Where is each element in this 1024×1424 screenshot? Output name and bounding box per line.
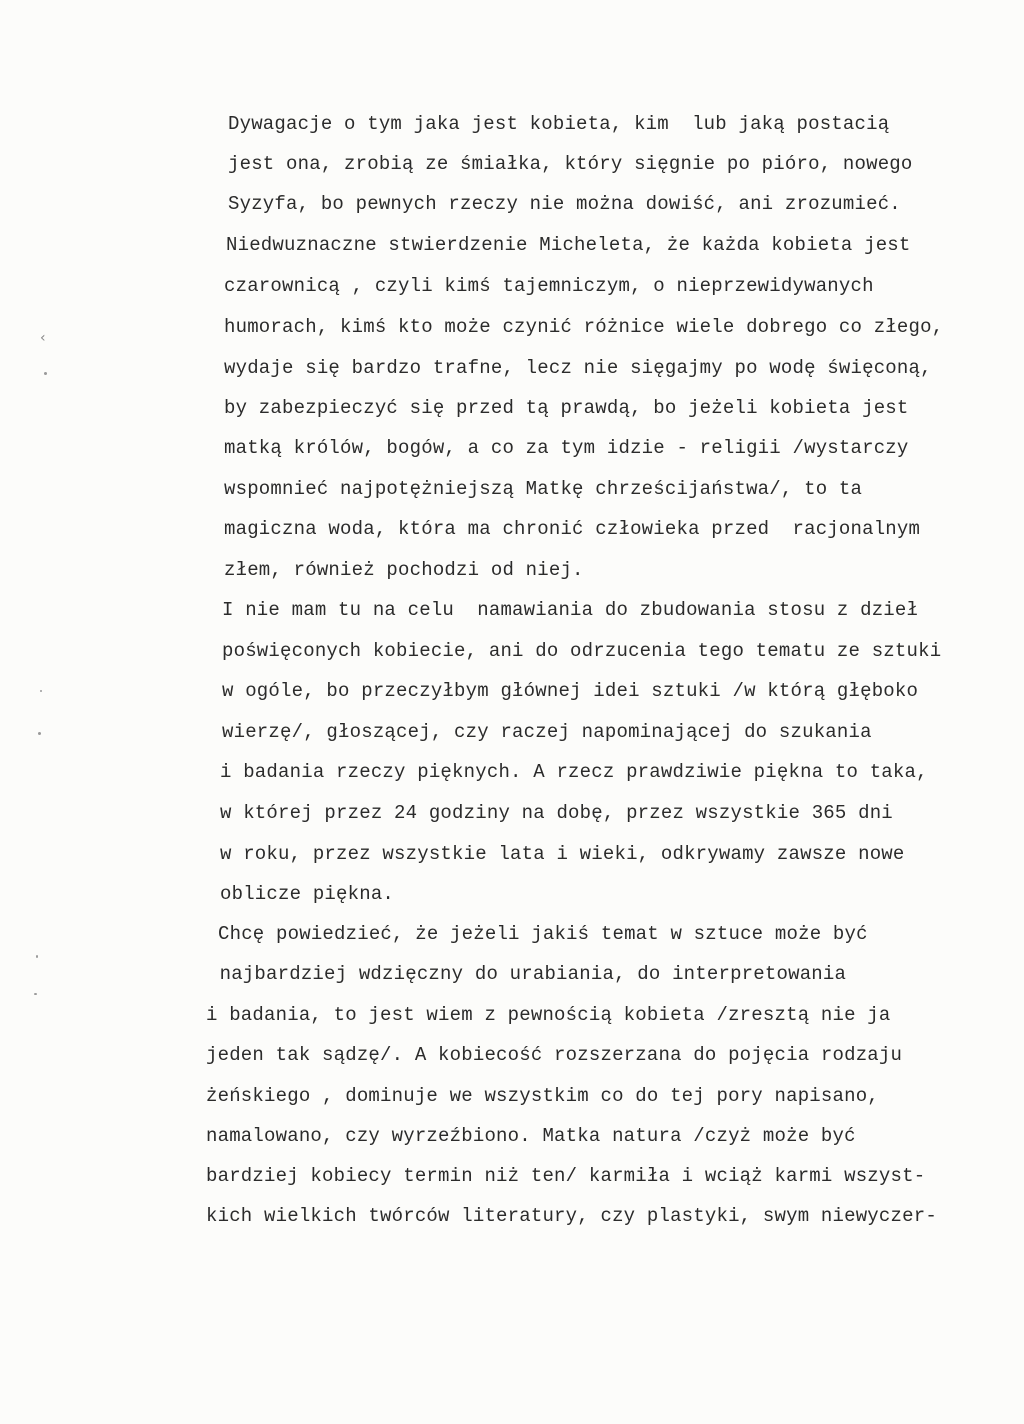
text-line: jest ona, zrobią ze śmiałka, który sięgnie po pióro, nowego	[228, 153, 913, 175]
text-line: złem, również pochodzi od niej.	[224, 559, 584, 581]
text-line: kich wielkich twórców literatury, czy plastyki, swym niewyczer-	[206, 1205, 937, 1227]
text-line: wydaje się bardzo trafne, lecz nie sięgajmy po wodę święconą,	[224, 357, 932, 379]
margin-speck	[44, 372, 47, 375]
text-line: wierzę/, głoszącej, czy raczej napominającej do szukania	[222, 721, 872, 743]
margin-speck	[40, 690, 42, 692]
text-line: Dywagacje o tym jaka jest kobieta, kim lub jaką postacią	[228, 113, 890, 135]
text-line: matką królów, bogów, a co za tym idzie - religii /wystarczy	[224, 437, 909, 459]
text-line: namalowano, czy wyrzeźbiono. Matka natura /czyż może być	[206, 1125, 856, 1147]
text-line: i badania, to jest wiem z pewnością kobieta /zresztą nie ja	[206, 1004, 891, 1026]
text-line: najbardziej wdzięczny do urabiania, do interpretowania	[208, 963, 847, 985]
text-line: wspomnieć najpotężniejszą Matkę chrześcijaństwa/, to ta	[224, 478, 863, 500]
text-line: jeden tak sądzę/. A kobiecość rozszerzana do pojęcia rodzaju	[206, 1044, 903, 1066]
text-line: by zabezpieczyć się przed tą prawdą, bo jeżeli kobieta jest	[224, 397, 909, 419]
margin-speck	[34, 993, 37, 995]
text-line: Syzyfa, bo pewnych rzeczy nie można dowiść, ani zrozumieć.	[228, 193, 901, 215]
text-line: bardziej kobiecy termin niż ten/ karmiła i wciąż karmi wszyst-	[206, 1165, 926, 1187]
text-line: w roku, przez wszystkie lata i wieki, odkrywamy zawsze nowe	[220, 843, 905, 865]
text-line: poświęconych kobiecie, ani do odrzucenia tego tematu ze sztuki	[222, 640, 942, 662]
text-line: magiczna woda, która ma chronić człowieka przed racjonalnym	[224, 518, 921, 540]
text-line: Niedwuznaczne stwierdzenie Micheleta, że każda kobieta jest	[226, 234, 911, 256]
text-line: oblicze piękna.	[220, 883, 395, 905]
text-line: czarownicą , czyli kimś tajemniczym, o nieprzewidywanych	[224, 275, 874, 297]
text-line: i badania rzeczy pięknych. A rzecz prawdziwie piękna to taka,	[220, 761, 928, 783]
text-line: w której przez 24 godziny na dobę, przez wszystkie 365 dni	[220, 802, 893, 824]
text-line: I nie mam tu na celu namawiania do zbudowania stosu z dzieł	[222, 599, 919, 621]
margin-speck	[36, 955, 38, 958]
margin-speck	[38, 732, 41, 735]
text-line: w ogóle, bo przeczyłbym głównej idei sztuki /w którą głęboko	[222, 680, 919, 702]
text-line: humorach, kimś kto może czynić różnice wiele dobrego co złego,	[224, 316, 944, 338]
margin-mark: ‹	[40, 330, 46, 346]
text-line: żeńskiego , dominuje we wszystkim co do tej pory napisano,	[206, 1085, 879, 1107]
text-line: Chcę powiedzieć, że jeżeli jakiś temat w sztuce może być	[218, 923, 868, 945]
